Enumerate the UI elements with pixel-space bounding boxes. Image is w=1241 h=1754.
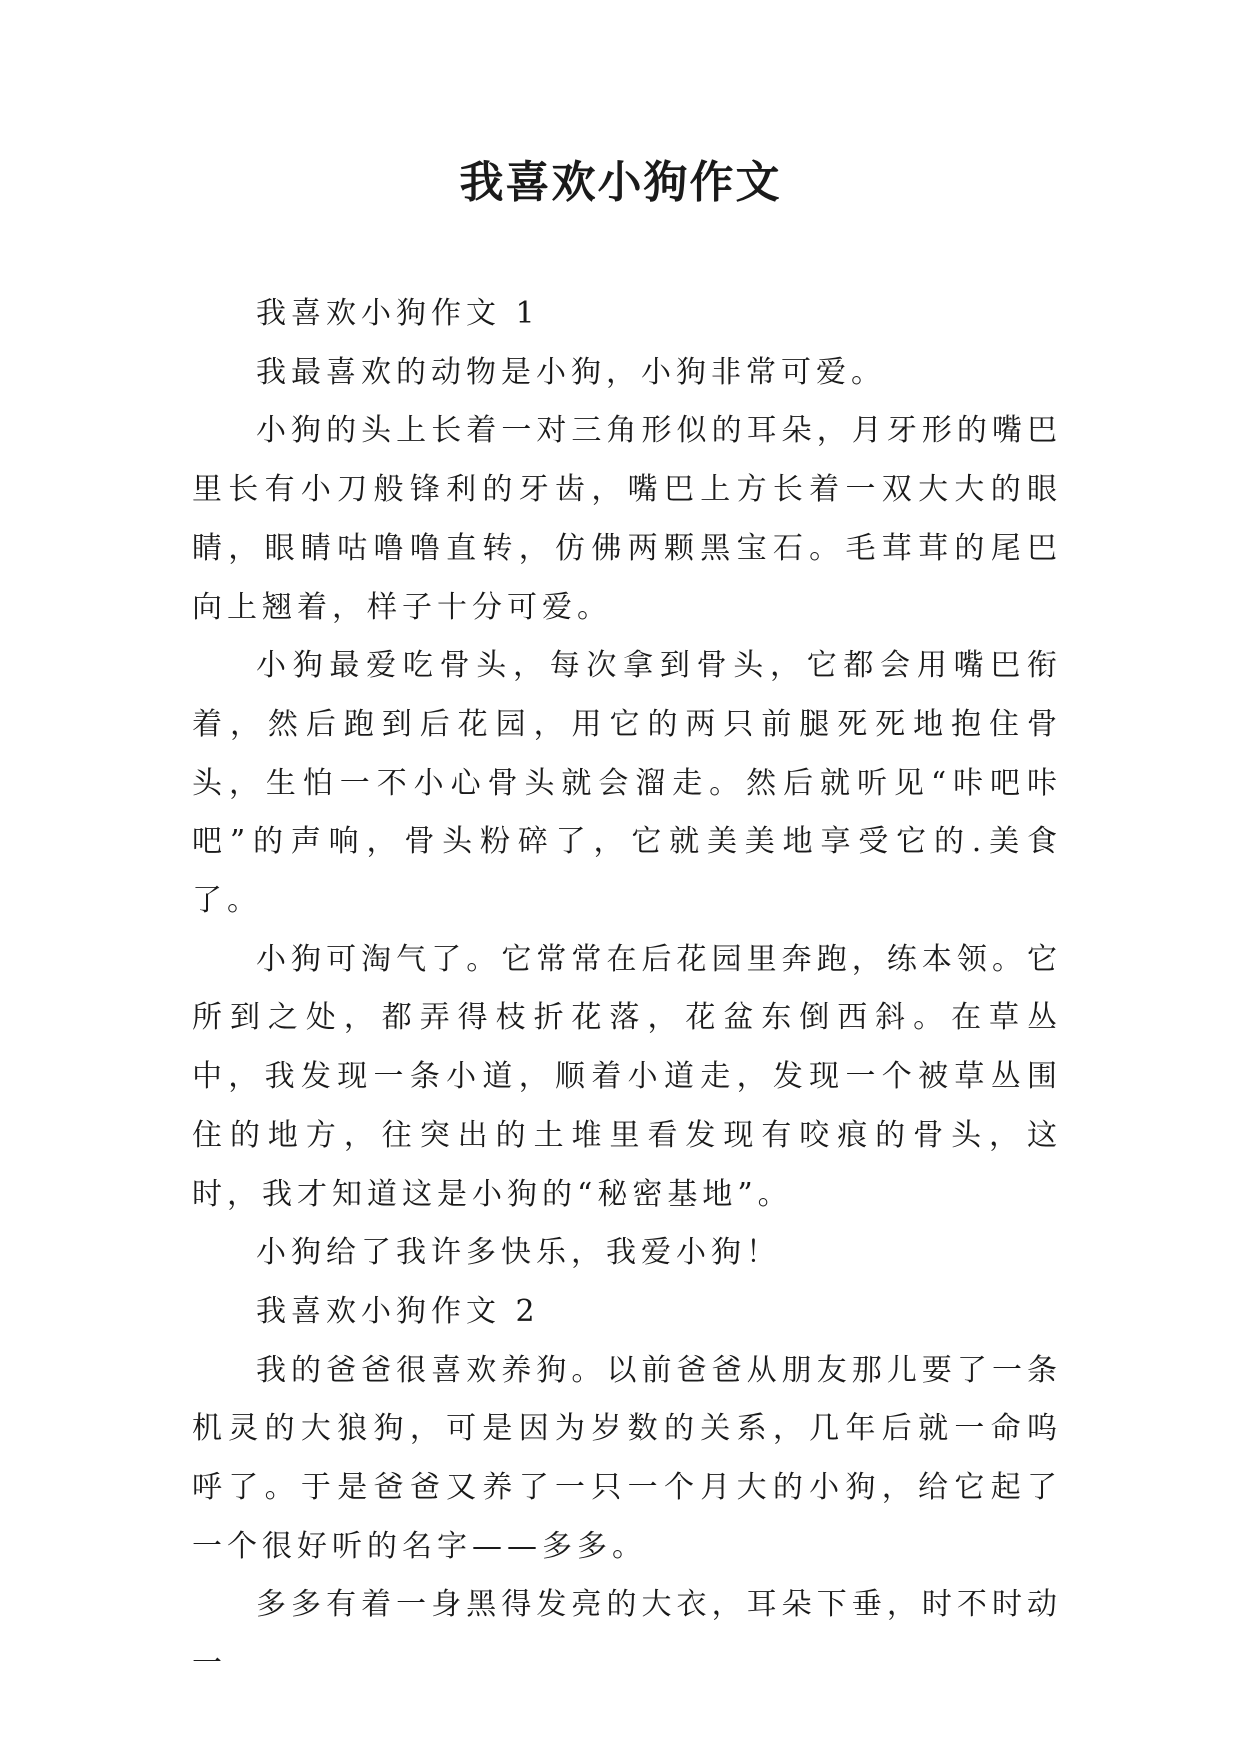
document-title: 我喜欢小狗作文 bbox=[459, 157, 782, 208]
section-heading-1: 我喜欢小狗作文 1 bbox=[256, 296, 540, 331]
paragraph: 我最喜欢的动物是小狗，小狗非常可爱。 bbox=[256, 354, 886, 390]
paragraph: 小狗最爱吃骨头，每次拿到骨头，它都会用嘴巴衔着，然后跑到后花园，用它的两只前腿死死地抱住骨头，生怕一不小心骨头就会溜走。然后就听见“咔吧咔吧”的声响，骨头粉碎了，它就美美地享受它的.美食了。 bbox=[192, 648, 1062, 919]
paragraph: 小狗的头上长着一对三角形似的耳朵，月牙形的嘴巴里长有小刀般锋利的牙齿，嘴巴上方长着一双大大的眼睛，眼睛咕噜噜直转，仿佛两颗黑宝石。毛茸茸的尾巴向上翘着，样子十分可爱。 bbox=[192, 413, 1062, 625]
paragraph: 我的爸爸很喜欢养狗。以前爸爸从朋友那儿要了一条机灵的大狼狗，可是因为岁数的关系，几年后就一命呜呼了。于是爸爸又养了一只一个月大的小狗，给它起了一个很好听的名字——多多。 bbox=[192, 1352, 1062, 1564]
section-heading-2: 我喜欢小狗作文 2 bbox=[256, 1293, 540, 1329]
paragraph: 多多有着一身黑得发亮的大衣，耳朵下垂，时不时动一 bbox=[192, 1587, 1062, 1682]
paragraph: 小狗给了我许多快乐，我爱小狗！ bbox=[256, 1235, 781, 1271]
document-body bbox=[192, 285, 1062, 1694]
paragraph: 小狗可淘气了。它常常在后花园里奔跑，练本领。它所到之处，都弄得枝折花落，花盆东倒西斜。在草丛中，我发现一条小道，顺着小道走，发现一个被草丛围住的地方，往突出的土堆里看发现有咬痕的骨头，这时，我才知道这是小狗的“秘密基地”。 bbox=[192, 941, 1062, 1212]
